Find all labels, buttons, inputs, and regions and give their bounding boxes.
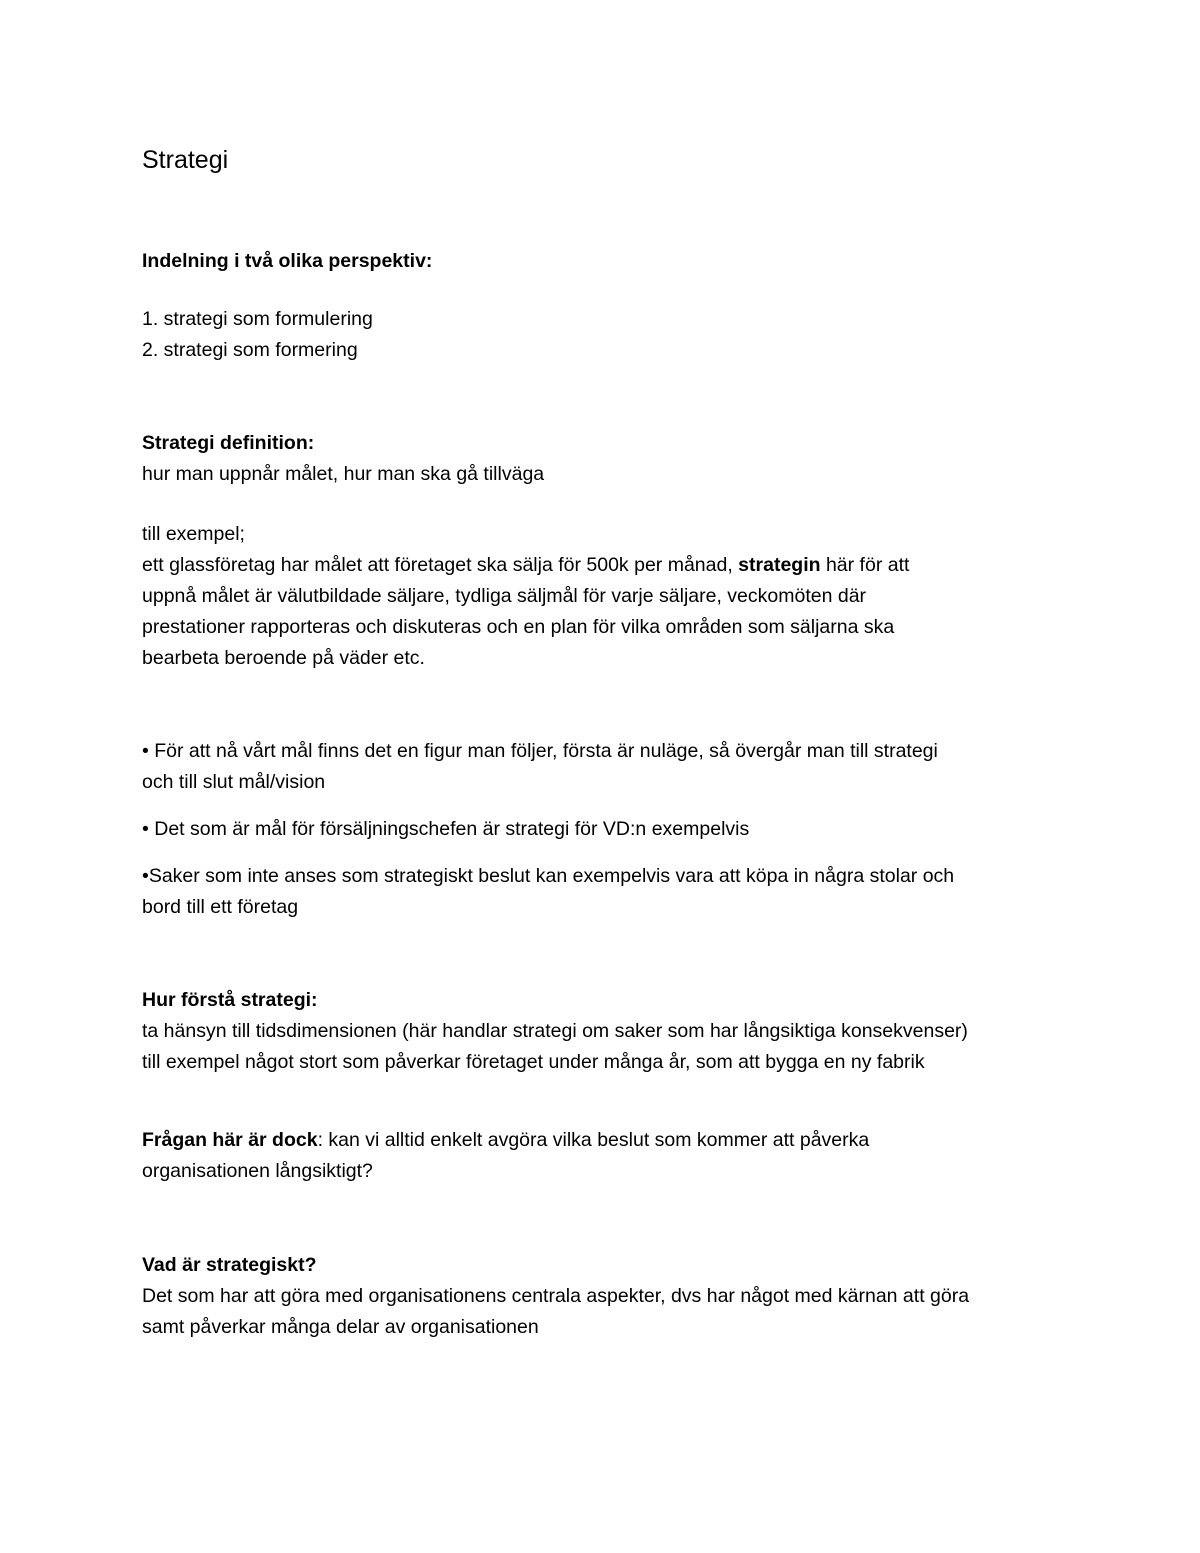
strategic-heading: Vad är strategiskt? [142,1254,317,1276]
example-text: ett glassföretag har målet att företaget ska sälja för 500k per månad, [142,554,739,576]
question-line: organisationen långsiktigt? [142,1160,373,1182]
example-text: här för att [820,554,910,576]
example-line: prestationer rapporteras och diskuteras och en plan för vilka områden som säljarna ska [142,616,895,638]
definition-text: hur man uppnår målet, hur man ska gå tillväga [142,463,545,485]
definition-heading: Strategi definition: [142,432,315,454]
question-line [142,1125,1072,1156]
example-section [142,519,1072,674]
list-item: 1. strategi som formulering [142,308,373,330]
example-bold-term: strategin [738,554,821,576]
perspectives-list [142,304,1072,366]
bullet-line: • Det som är mål för försäljningschefen är strategi för VD:n exempelvis [142,818,750,840]
example-line: uppnå målet är välutbildade säljare, tydliga säljmål för varje säljare, veckomöten där [142,585,867,607]
question-section [142,1125,1072,1187]
perspectives-heading: Indelning i två olika perspektiv: [142,250,433,272]
understanding-line: till exempel något stort som påverkar företaget under många år, som att bygga en ny fabrik [142,1051,925,1073]
understanding-line: ta hänsyn till tidsdimensionen (här handlar strategi om saker som har långsiktiga konsekvenser) [142,1020,968,1042]
strategic-line: samt påverkar många delar av organisationen [142,1316,539,1338]
list-item: 2. strategi som formering [142,339,358,361]
example-intro: till exempel; [142,523,245,545]
strategic-section [142,1250,1072,1343]
bullet-item [142,861,1072,923]
page-title: Strategi [142,146,229,174]
example-line [142,550,1072,581]
bullet-item [142,736,1072,798]
definition-section [142,428,1072,490]
understanding-section [142,985,1072,1078]
question-bold: Frågan här är dock [142,1129,318,1151]
question-text: : kan vi alltid enkelt avgöra vilka beslut som kommer att påverka [317,1129,870,1151]
understanding-heading: Hur förstå strategi: [142,989,318,1011]
bullet-line: • För att nå vårt mål finns det en figur man följer, första är nuläge, så övergår man till strategi [142,740,938,762]
bullet-line: bord till ett företag [142,896,299,918]
bullet-line: •Saker som inte anses som strategiskt beslut kan exempelvis vara att köpa in några stolar och [142,865,955,887]
strategic-line: Det som har att göra med organisationens centrala aspekter, dvs har något med kärnan att göra [142,1285,970,1307]
bullet-line: och till slut mål/vision [142,771,326,793]
example-line: bearbeta beroende på väder etc. [142,647,425,669]
perspectives-section [142,246,1072,277]
bullet-item [142,814,1072,845]
